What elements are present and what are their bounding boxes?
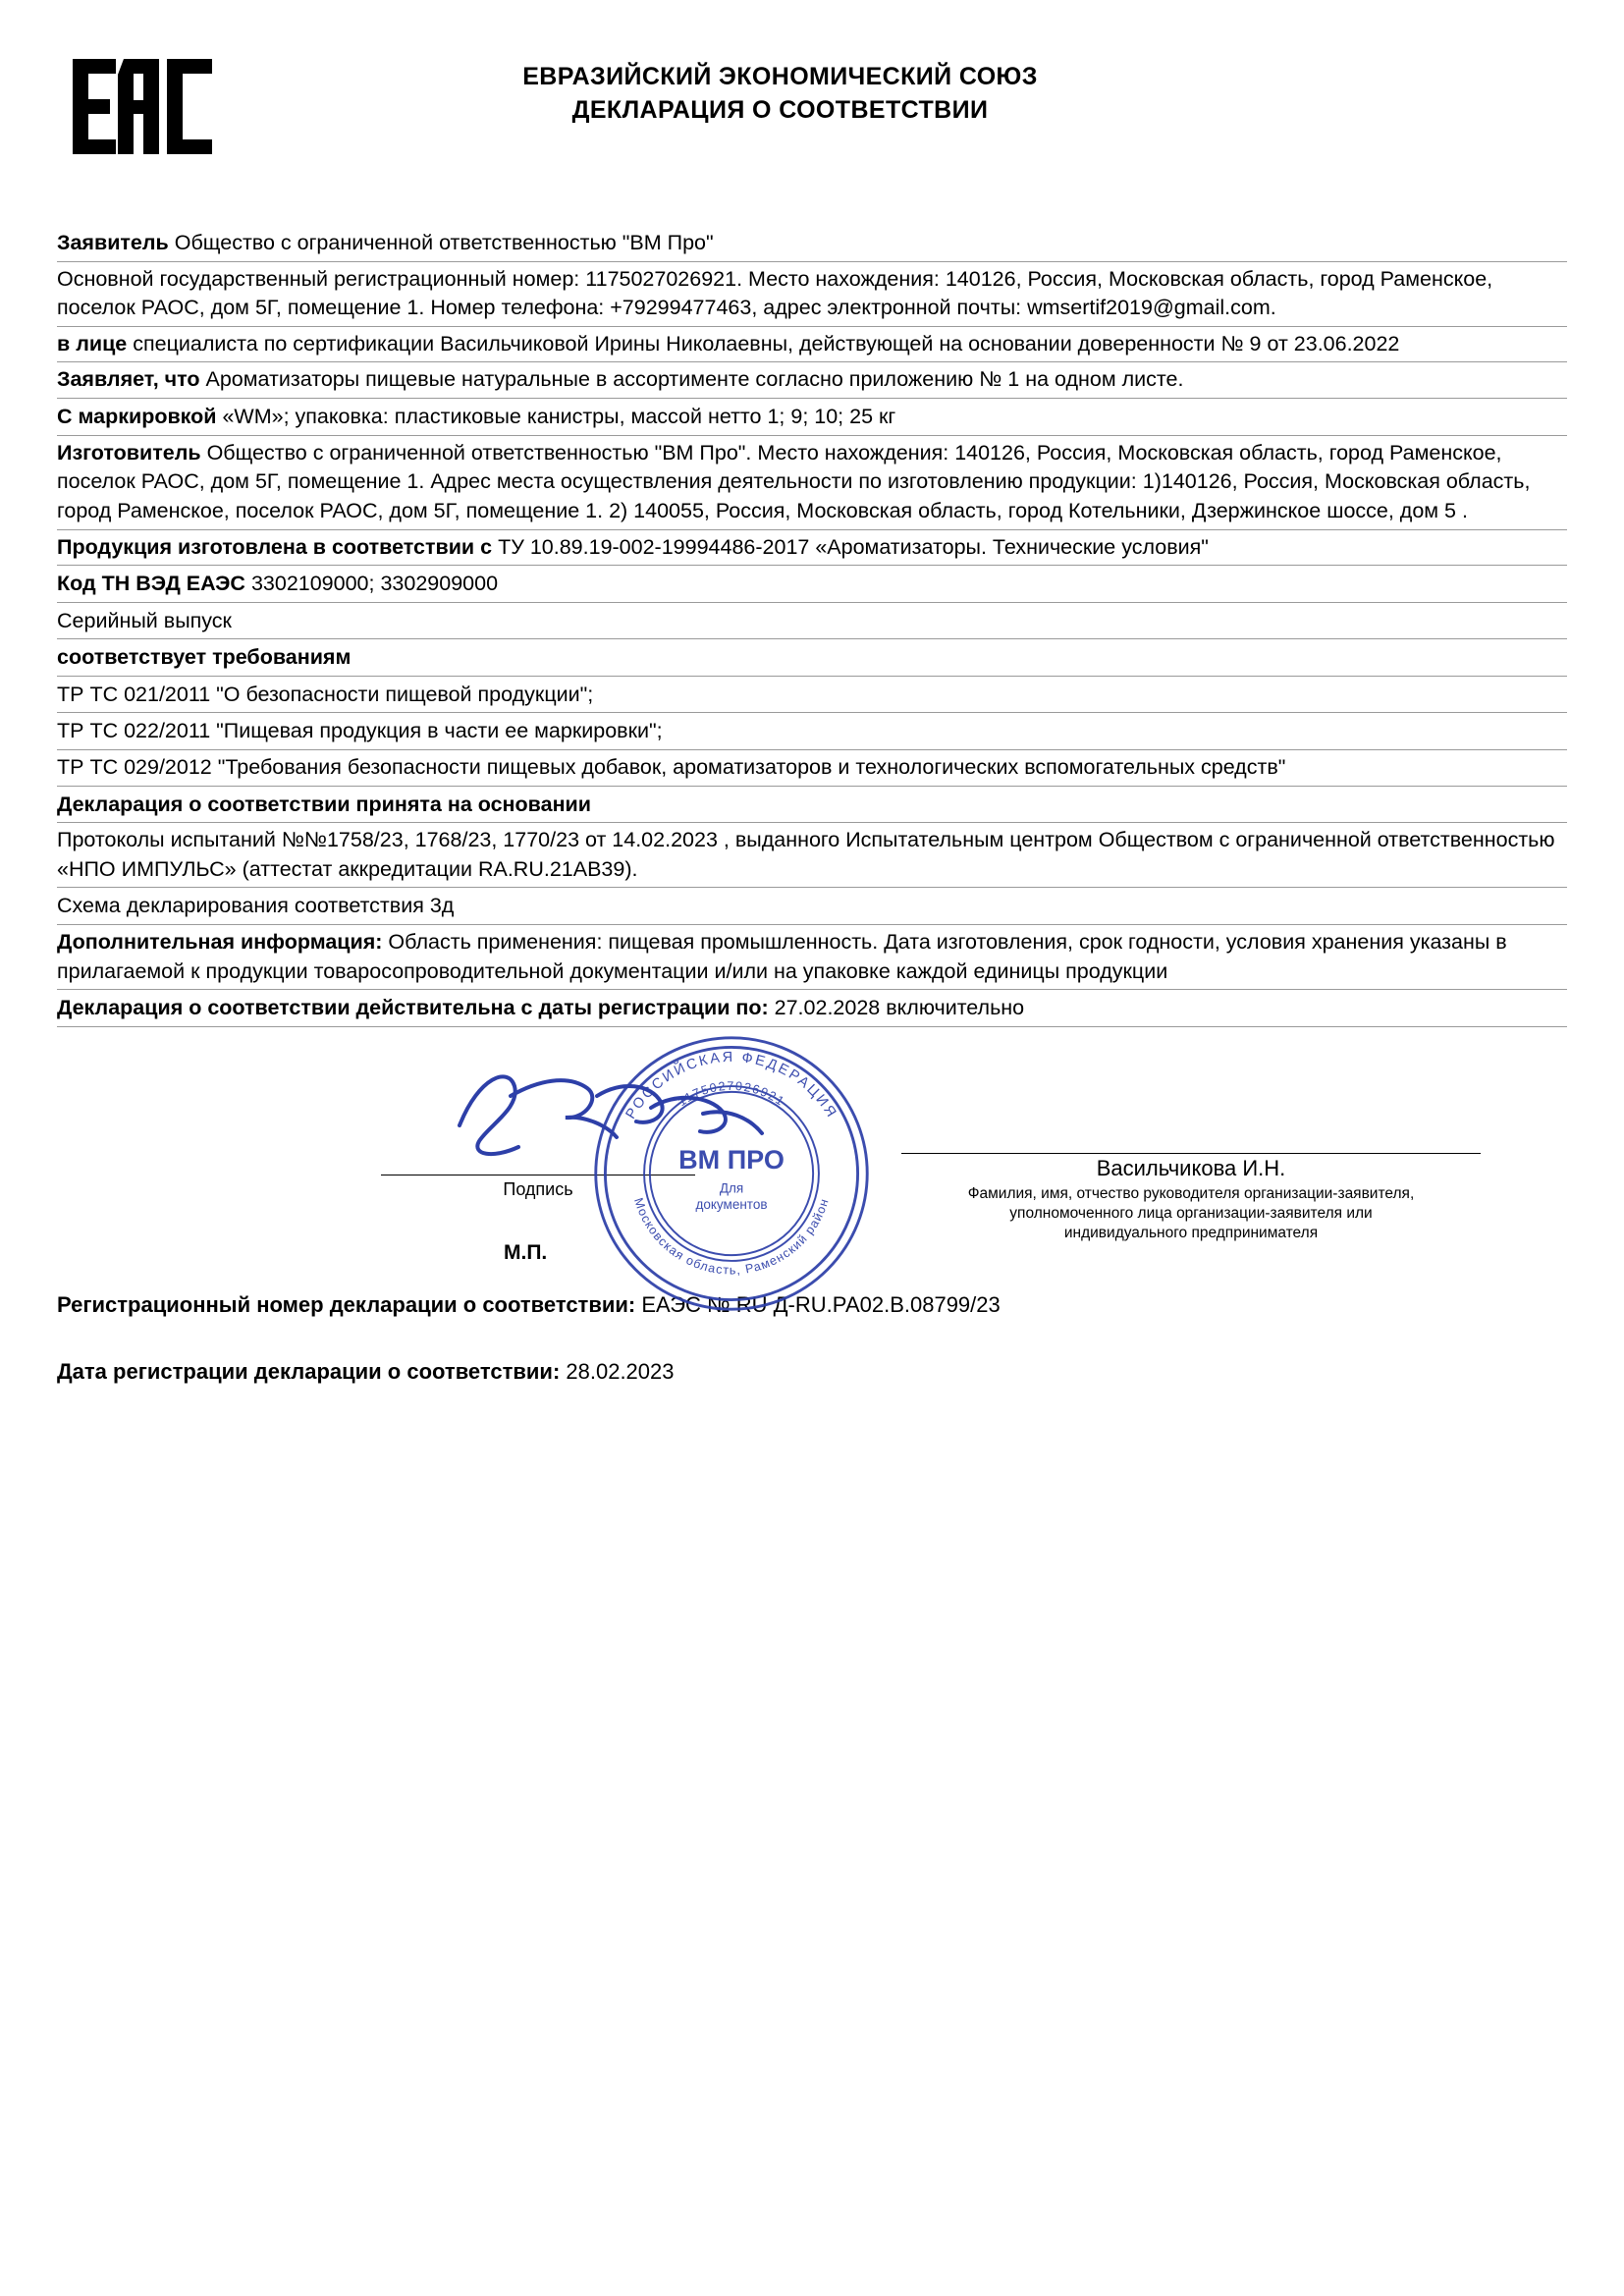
registration-number-row [57, 1292, 1567, 1359]
signer-caption-1: Фамилия, имя, отчество руководителя организации-заявителя, [967, 1184, 1415, 1202]
requirement-row-1 [57, 677, 1567, 714]
requirement-text: ТР ТС 021/2011 "О безопасности пищевой продукции"; [57, 682, 594, 706]
applicant-value: Общество с ограниченной ответственностью "ВМ Про" [168, 231, 714, 254]
representative-value: специалиста по сертификации Васильчиковой Ирины Николаевны, действующей на основании доверенности № 9 от 23.06.2022 [127, 331, 1400, 355]
declares-label: Заявляет, что [57, 367, 200, 392]
title-line-1: ЕВРАЗИЙСКИЙ ЭКОНОМИЧЕСКИЙ СОЮЗ [522, 63, 1038, 90]
signer-caption-3: индивидуального предпринимателя [1063, 1224, 1319, 1241]
signature-line-right [901, 1153, 1481, 1243]
stamp-center-name: ВМ ПРО [678, 1145, 785, 1175]
signature-caption: Подпись [503, 1178, 573, 1199]
signer-name: Васильчикова И.Н. [1096, 1155, 1286, 1180]
series-value: Серийный выпуск [57, 608, 232, 632]
marking-row [57, 399, 1567, 436]
document-title [231, 47, 1624, 128]
marking-value: «WM»; упаковка: пластиковые канистры, массой нетто 1; 9; 10; 25 кг [216, 405, 896, 429]
document-header [0, 0, 1624, 158]
validity-value: 27.02.2028 включительно [768, 996, 1025, 1020]
registration-date-value: 28.02.2023 [560, 1358, 675, 1384]
basis-label-row [57, 787, 1567, 824]
applicant-details: Основной государственный регистрационный номер: 1175027026921. Место нахождения: 140126, Россия, Московская область, город Раменское, поселок РАОС, дом 5Г, помещение 1. Номер телефона: +79299477463, адрес электронной почты: wmsertif2019@gmail.com. [57, 266, 1493, 320]
declares-row [57, 362, 1567, 399]
registration-number-label: Регистрационный номер декларации о соответствии: [57, 1291, 636, 1317]
manufacturer-label: Изготовитель [57, 440, 201, 465]
series-row [57, 603, 1567, 640]
made-according-row [57, 530, 1567, 567]
applicant-row [57, 225, 1567, 262]
registration-number-value: ЕАЭС № RU Д-RU.РА02.В.08799/23 [635, 1291, 1001, 1317]
tnved-label: Код ТН ВЭД ЕАЭС [57, 572, 245, 596]
registration-date-row [57, 1359, 1567, 1426]
declares-value: Ароматизаторы пищевые натуральные в ассортименте согласно приложению № 1 на одном листе. [199, 367, 1184, 392]
declaration-body [57, 158, 1567, 1027]
made-according-value: ТУ 10.89.19-002-19994486-2017 «Ароматизаторы. Технические условия" [492, 534, 1209, 559]
requirement-row-3 [57, 750, 1567, 787]
marking-label: С маркировкой [57, 405, 217, 429]
applicant-details-row [57, 262, 1567, 327]
validity-label: Декларация о соответствии действительна с даты регистрации по: [57, 996, 769, 1020]
registration-date-label: Дата регистрации декларации о соответствии: [57, 1358, 561, 1384]
stamp-center-sub1: Для [719, 1180, 744, 1196]
basis-value: Протоколы испытаний №№1758/23, 1768/23, 1770/23 от 14.02.2023 , выданного Испытательным центром Обществом с ограниченной ответственностью «НПО ИМПУЛЬС» (аттестат аккредитации RA.RU.21АВ39). [57, 828, 1555, 881]
scheme-value: Схема декларирования соответствия 3д [57, 894, 455, 918]
representative-row [57, 327, 1567, 363]
additional-info-row [57, 925, 1567, 990]
basis-label: Декларация о соответствии принята на основании [57, 792, 591, 816]
conforms-row [57, 639, 1567, 677]
made-according-label: Продукция изготовлена в соответствии с [57, 534, 493, 559]
requirement-text: ТР ТС 022/2011 "Пищевая продукция в части ее маркировки"; [57, 719, 663, 743]
tnved-row [57, 566, 1567, 603]
conforms-label: соответствует требованиям [57, 645, 352, 670]
title-line-2: ДЕКЛАРАЦИЯ О СООТВЕТСТВИИ [571, 95, 989, 124]
validity-row [57, 990, 1567, 1027]
additional-label: Дополнительная информация: [57, 929, 383, 954]
tnved-value: 3302109000; 3302909000 [244, 572, 499, 596]
stamp-top-text: РОССИЙСКАЯ ФЕДЕРАЦИЯ [623, 1049, 840, 1122]
eac-mark-icon [69, 47, 231, 158]
signer-caption-2: уполномоченного лица организации-заявителя или [1009, 1204, 1373, 1222]
requirement-text: ТР ТС 029/2012 "Требования безопасности пищевых добавок, ароматизаторов и технологических вспомогательных средств" [57, 754, 1286, 779]
requirement-row-2 [57, 713, 1567, 750]
stamp-bottom-text: Московская область, Раменский район [630, 1196, 832, 1278]
stamp-place-label: М.П. [504, 1240, 548, 1264]
applicant-label: Заявитель [57, 231, 169, 254]
signature-line-left [381, 1175, 695, 1200]
registration-footer [57, 1292, 1567, 1426]
manufacturer-value: Общество с ограниченной ответственностью "ВМ Про". Место нахождения: 140126, Россия, Московская область, город Раменское, поселок РАОС, дом 5Г, помещение 1. Адрес места осуществления деятельности по изготовлению продукции: 1)140126, Россия, Московская область, город Раменское, поселок РАОС, дом 5Г, помещение 1. 2) 140055, Россия, Московская область, город Котельники, Дзержинское шоссе, дом 5 . [57, 440, 1531, 522]
representative-label: в лице [57, 331, 128, 355]
stamp-center-sub2: документов [695, 1196, 768, 1212]
scheme-row [57, 888, 1567, 925]
basis-value-row [57, 823, 1567, 888]
additional-value: Область применения: пищевая промышленность. Дата изготовления, срок годности, условия хранения указаны в прилагаемой к продукции товаросопроводительной документации и/или на упаковке каждой единицы продукции [57, 929, 1507, 983]
stamp-ogrn: 1175027026921 [675, 1078, 787, 1110]
handwritten-signature [450, 1057, 774, 1175]
manufacturer-row [57, 436, 1567, 530]
